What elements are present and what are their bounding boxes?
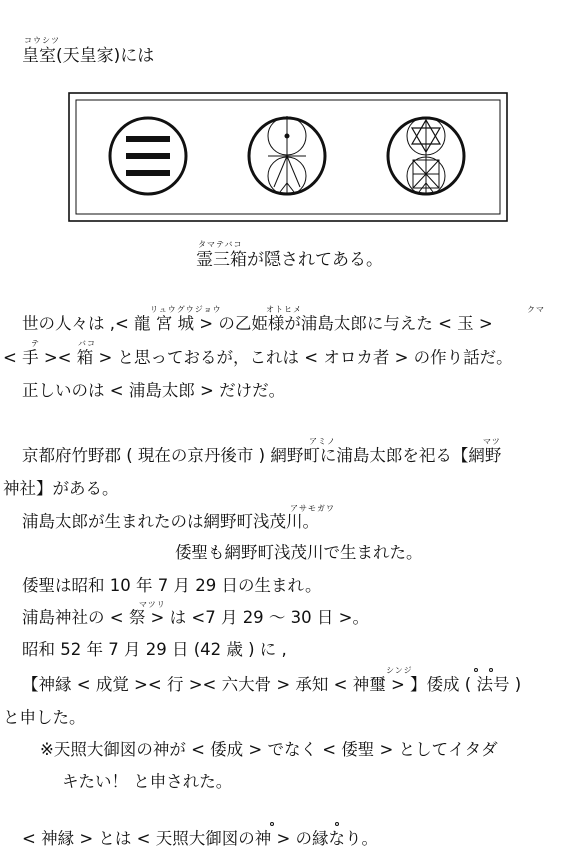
ruby-otohime: オトヒメ [266,305,302,314]
emphasis-dot [270,822,274,826]
caption: 霊三箱が隠されてある。 [196,250,383,270]
text-line-13: ※天照大御図の神が < 倭成 > でなく < 倭聖 > としてイタダ [40,740,498,759]
ruby-ryuuguujou: リュウグウジョウ [150,305,222,314]
ruby-matsu: マツ [483,437,501,446]
heading: 皇室(天皇家)には [22,46,155,66]
ruby-te: テ [31,339,40,348]
three-treasures-diagram [68,92,508,222]
text-line-15: < 神縁 > とは < 天照大御図の神 > の縁なり。 [22,829,379,848]
text-line-6: 浦島太郎が生まれたのは網野町浅茂川。 [22,512,319,531]
text-line-1: 世の人々は ,< 龍 宮 城 > の乙姫様が浦島太郎に与えた < 玉 > [22,314,493,333]
ruby-shinji: シンジ [386,666,413,675]
ruby-asamogawa: アサモガワ [290,504,335,513]
text-line-14: キたい！ と申された。 [62,772,233,791]
text-line-7: 倭聖も網野町浅茂川で生まれた。 [175,543,423,562]
text-line-3: 正しいのは < 浦島太郎 > だけだ。 [22,381,286,400]
ruby-amino: アミノ [309,437,336,446]
text-line-11: 【神縁 < 成覚 >< 行 >< 六大骨 > 承知 < 神璽 > 】倭成 ( 法号 ) [22,675,522,694]
text-line-5: 神社】がある。 [3,479,119,498]
text-line-8: 倭聖は昭和 10 年 7 月 29 日の生まれ。 [22,576,322,595]
emblem-hexagram [388,117,464,195]
ruby-kuma: クマ [527,305,545,314]
emphasis-dot [489,668,493,672]
text-line-4: 京都府竹野郡 ( 現在の京丹後市 ) 網野町に浦島太郎を祀る【網野 [22,446,502,465]
text-line-12: と申した。 [3,708,86,727]
text-line-10: 昭和 52 年 7 月 29 日 (42 歳 ) に , [22,640,287,659]
ruby-matsuri: マツリ [139,600,166,609]
heading-ruby: コウシツ [24,36,60,45]
emphasis-dot [474,668,478,672]
caption-ruby: タマテバコ [198,240,243,249]
emblem-three-bars [110,118,186,194]
ruby-bako: バコ [78,339,96,348]
text-line-2: < 手 >< 箱 > と思っておるが，これは < オロカ者 > の作り話だ。 [3,348,513,367]
emblem-two-circles [249,116,325,195]
emphasis-dot [335,822,339,826]
text-line-9: 浦島神社の < 祭 > は <7 月 29 ～ 30 日 >。 [22,608,369,627]
